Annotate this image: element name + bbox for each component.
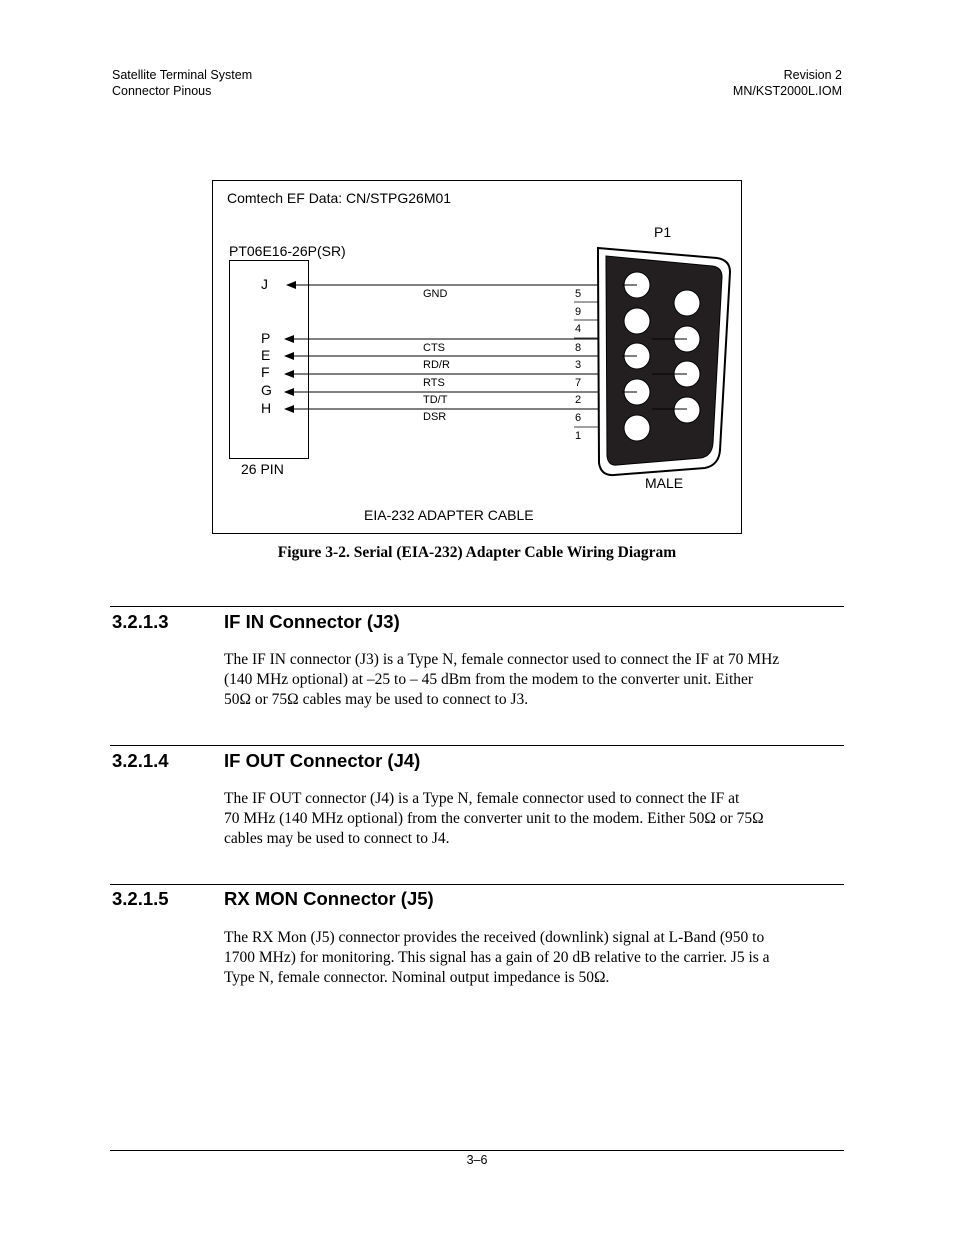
running-header-right: [733, 67, 842, 99]
manual-number: MN/KST2000L.IOM: [732, 84, 842, 98]
signal-gnd: GND: [423, 288, 448, 300]
footer-rule: [110, 1150, 844, 1151]
section-paragraph: [224, 650, 849, 710]
left-pin-e: E: [261, 347, 271, 363]
pin-number-7: 7: [575, 377, 582, 389]
pin-number-6: 6: [575, 412, 582, 424]
document-title: Satellite Terminal System: [112, 68, 253, 82]
section-number: 3.2.1.5: [112, 888, 169, 909]
pin-number-column: [575, 288, 581, 442]
section-title: IF IN Connector (J3): [224, 611, 400, 632]
paragraph-line: (140 MHz optional) at –25 to – 45 dBm from the modem to the converter unit. Either: [224, 671, 754, 688]
left-pin-f: F: [261, 364, 270, 380]
db9-pin-6: [674, 397, 700, 423]
pin-number-3: 3: [575, 359, 582, 371]
source-label: Comtech EF Data: CN/STPG26M01: [227, 190, 452, 206]
paragraph-line: Type N, female connector. Nominal output impedance is 50Ω.: [224, 969, 610, 986]
section-paragraph: [224, 928, 849, 988]
p1-label: P1: [654, 224, 672, 240]
left-pin-count: 26 PIN: [241, 461, 284, 477]
paragraph-line: 70 MHz (140 MHz optional) from the converter unit to the modem. Either 50Ω or 75Ω: [224, 810, 764, 827]
cable-label: EIA-232 ADAPTER CABLE: [364, 507, 534, 523]
left-pin-g: G: [261, 382, 272, 398]
chapter-title: Connector Pinous: [112, 84, 212, 98]
left-connector-label: PT06E16-26P(SR): [229, 243, 346, 259]
db9-pin-4: [624, 308, 650, 334]
pin-number-8: 8: [575, 342, 582, 354]
paragraph-line: The IF IN connector (J3) is a Type N, female connector used to connect the IF at 70 MHz: [224, 651, 780, 668]
db9-pin-1: [624, 415, 650, 441]
left-pin-j: J: [261, 276, 268, 292]
paragraph-line: The IF OUT connector (J4) is a Type N, female connector used to connect the IF at: [224, 790, 740, 807]
section-title: RX MON Connector (J5): [224, 888, 434, 909]
left-pin-h: H: [261, 400, 272, 416]
wiring-diagram: [212, 180, 742, 534]
pin-number-9: 9: [575, 306, 582, 318]
pin-number-1: 1: [575, 430, 582, 442]
paragraph-line: 1700 MHz) for monitoring. This signal has a gain of 20 dB relative to the carrier. J5 is a: [224, 949, 770, 966]
section-number: 3.2.1.4: [112, 750, 169, 771]
signal-cts: CTS: [423, 342, 445, 354]
signal-dsr: DSR: [423, 411, 447, 423]
paragraph-line: 50Ω or 75Ω cables may be used to connect to J3.: [224, 691, 529, 708]
signal-rdr: RD/R: [423, 359, 450, 371]
page-number: 3–6: [466, 1153, 488, 1167]
gender-label: MALE: [645, 475, 684, 491]
section-paragraph: [224, 789, 849, 849]
pin-number-5: 5: [575, 288, 582, 300]
section-number: 3.2.1.3: [112, 611, 169, 632]
signal-tdt: TD/T: [423, 394, 448, 406]
signal-rts: RTS: [423, 377, 445, 389]
revision: Revision 2: [783, 68, 842, 82]
section-title: IF OUT Connector (J4): [224, 750, 421, 771]
pin-number-4: 4: [575, 323, 582, 335]
section-rule: [110, 606, 844, 607]
paragraph-line: cables may be used to connect to J4.: [224, 830, 450, 847]
db9-connector: [598, 248, 730, 475]
left-pin-p: P: [261, 330, 271, 346]
figure-caption: Figure 3-2. Serial (EIA-232) Adapter Cable Wiring Diagram: [277, 544, 677, 561]
paragraph-line: The RX Mon (J5) connector provides the received (downlink) signal at L-Band (950 to: [224, 929, 765, 946]
pin-number-2: 2: [575, 394, 582, 406]
db9-pin-9: [674, 290, 700, 316]
section-rule: [110, 745, 844, 746]
section-rule: [110, 884, 844, 885]
running-header-left: [112, 67, 252, 99]
